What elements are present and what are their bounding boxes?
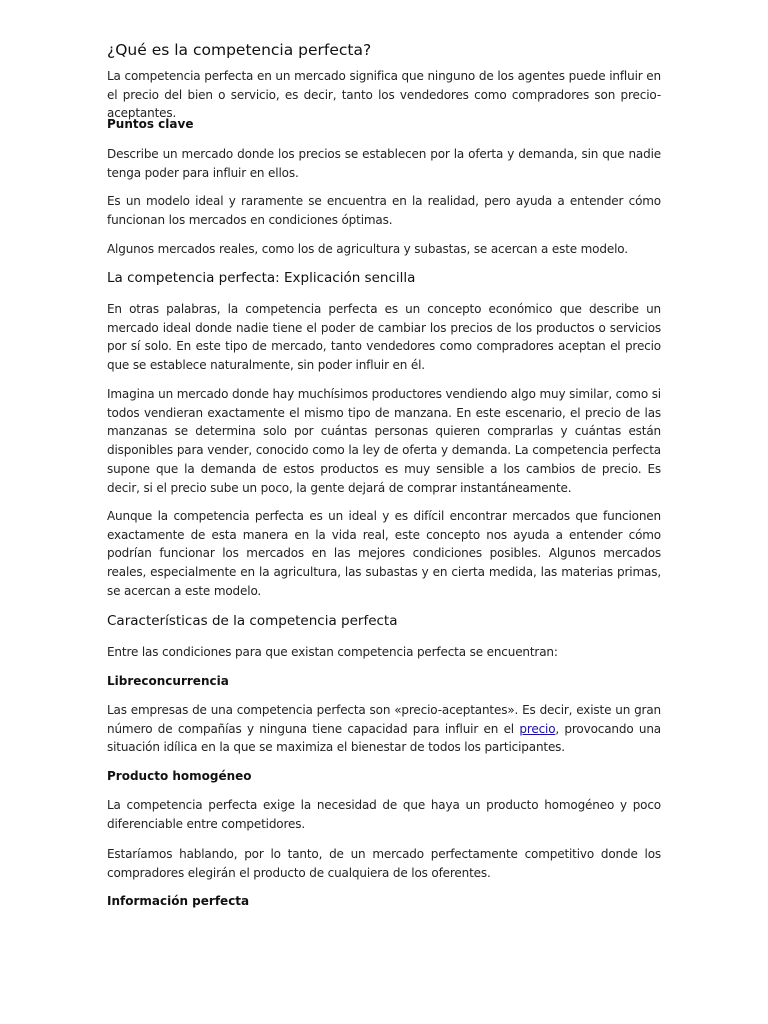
homogeneous-product-heading: Producto homogéneo [107, 769, 252, 783]
homogeneous-paragraph-2: Estaríamos hablando, por lo tanto, de un mercado perfectamente competitivo donde los compradores elegirán el producto de cualquiera de los oferentes. [107, 847, 661, 880]
price-link[interactable]: precio [519, 721, 556, 736]
explanation-paragraph-2: Imagina un mercado donde hay muchísimos productores vendiendo algo muy similar, como si todos vendieran exactamente el mismo tipo de manzana. En este escenario, el precio de las manzanas se determina solo por cuántas personas quieren comprarlas y cuántas están disponibles para vender, conocido como la ley de oferta y demanda. La competencia perfecta supone que la demanda de estos productos es muy sensible a los cambios de precio. Es decir, si el precio sube un poco, la gente dejará de comprar instantáneamente. [107, 387, 661, 495]
free-entry-heading: Libreconcurrencia [107, 674, 229, 688]
intro-paragraph: La competencia perfecta en un mercado significa que ninguno de los agentes puede influir en el precio del bien o servicio, es decir, tanto los vendedores como compradores son precio-aceptantes. [107, 69, 661, 121]
characteristics-heading: Características de la competencia perfecta [107, 613, 398, 629]
free-entry-paragraph [107, 701, 661, 757]
homogeneous-paragraph-1: La competencia perfecta exige la necesidad de que haya un producto homogéneo y poco diferenciable entre competidores. [107, 798, 661, 831]
key-points-heading: Puntos clave [107, 117, 194, 131]
key-point-2: Es un modelo ideal y raramente se encuentra en la realidad, pero ayuda a entender cómo funcionan los mercados en condiciones óptimas. [107, 194, 661, 227]
explanation-heading: La competencia perfecta: Explicación sencilla [107, 270, 416, 286]
key-point-1: Describe un mercado donde los precios se establecen por la oferta y demanda, sin que nadie tenga poder para influir en ellos. [107, 147, 661, 180]
perfect-information-heading: Información perfecta [107, 894, 250, 908]
characteristics-intro: Entre las condiciones para que existan competencia perfecta se encuentran: [107, 645, 558, 659]
explanation-paragraph-3: Aunque la competencia perfecta es un ideal y es difícil encontrar mercados que funcionen exactamente de esta manera en la vida real, este concepto nos ayuda a entender cómo podrían funcionar los mercados en las mejores condiciones posibles. Algunos mercados reales, especialmente en la agricultura, las subastas y en cierta medida, las materias primas, se acercan a este modelo. [107, 509, 661, 598]
free-entry-text-before: Las empresas de una competencia perfecta son «precio-aceptantes». Es decir, existe un gran número de compañías y ninguna tiene capacidad para influir en el [107, 703, 661, 736]
key-point-3: Algunos mercados reales, como los de agricultura y subastas, se acercan a este modelo. [107, 242, 628, 256]
free-entry-text-after: , provocando una situación idílica en la que se maximiza el bienestar de todos los participantes. [107, 721, 661, 755]
page-title: ¿Qué es la competencia perfecta? [107, 41, 372, 59]
explanation-paragraph-1: En otras palabras, la competencia perfecta es un concepto económico que describe un mercado ideal donde nadie tiene el poder de cambiar los precios de los productos o servicios por sí solo. En este tipo de mercado, tanto vendedores como compradores aceptan el precio que se establece naturalmente, sin poder influir en él. [107, 302, 661, 373]
